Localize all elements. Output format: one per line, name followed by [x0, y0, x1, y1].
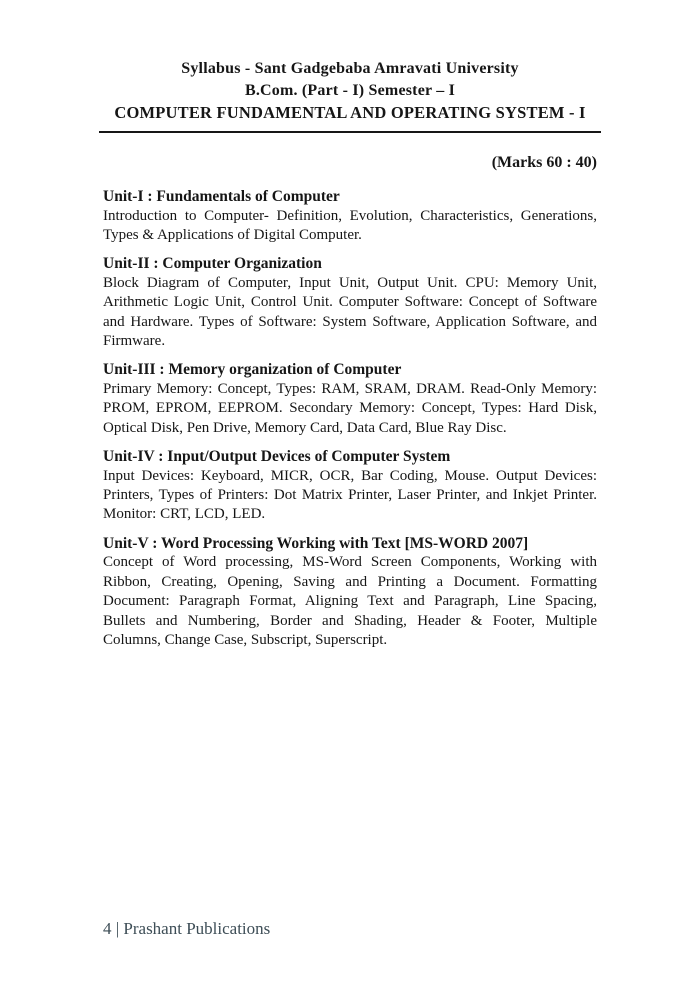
university-title: Syllabus - Sant Gadgebaba Amravati University: [181, 60, 519, 77]
unit-body: Primary Memory: Concept, Types: RAM, SRAM, DRAM. Read-Only Memory: PROM, EPROM, EEPROM. Secondary Memory: Concept, Types: Hard Disk, Optical Disk, Pen Drive, Memory Card, Data Card, Blue Ray Disc.: [103, 380, 597, 436]
unit-title: Unit-II : Computer Organization: [103, 255, 322, 273]
unit-section-5: [103, 534, 597, 651]
unit-section-1: [103, 187, 597, 245]
page-footer: 4 | Prashant Publications: [103, 919, 271, 938]
subject-title: COMPUTER FUNDAMENTAL AND OPERATING SYSTEM - I: [114, 103, 586, 122]
course-semester-line: B.Com. (Part - I) Semester – I: [244, 82, 456, 99]
unit-title: Unit-V : Word Processing Working with Text [MS-WORD 2007]: [103, 534, 529, 552]
unit-section-3: [103, 360, 597, 438]
unit-body: Block Diagram of Computer, Input Unit, Output Unit. CPU: Memory Unit, Arithmetic Logic Unit, Control Unit. Computer Software: Concept of Software and Hardware. Types of Software: System Software, Application Software, and Firmware.: [103, 274, 597, 350]
unit-list: [103, 187, 597, 650]
unit-title: Unit-IV : Input/Output Devices of Computer System: [103, 448, 451, 466]
document-header: [103, 58, 597, 133]
unit-title: Unit-I : Fundamentals of Computer: [103, 188, 340, 205]
syllabus-page: [103, 0, 597, 659]
unit-title: Unit-III : Memory organization of Computer: [103, 361, 402, 379]
unit-body: Concept of Word processing, MS-Word Screen Components, Working with Ribbon, Creating, Opening, Saving and Printing a Document. Formatting Document: Paragraph Format, Aligning Text and Paragraph, Line Spacing, Bullets and Numbering, Border and Shading, Header & Footer, Multiple Columns, Change Case, Subscript, Superscript.: [103, 554, 597, 648]
marks-label: (Marks 60 : 40): [491, 154, 597, 171]
unit-body: Introduction to Computer- Definition, Evolution, Characteristics, Generations, Types & Applications of Digital Computer.: [103, 207, 597, 243]
unit-body: Input Devices: Keyboard, MICR, OCR, Bar Coding, Mouse. Output Devices: Printers, Types of Printers: Dot Matrix Printer, Laser Printer, and Inkjet Printer. Monitor: CRT, LCD, LED.: [103, 467, 597, 523]
header-divider: [99, 131, 601, 133]
unit-section-4: [103, 447, 597, 525]
unit-section-2: [103, 254, 597, 351]
